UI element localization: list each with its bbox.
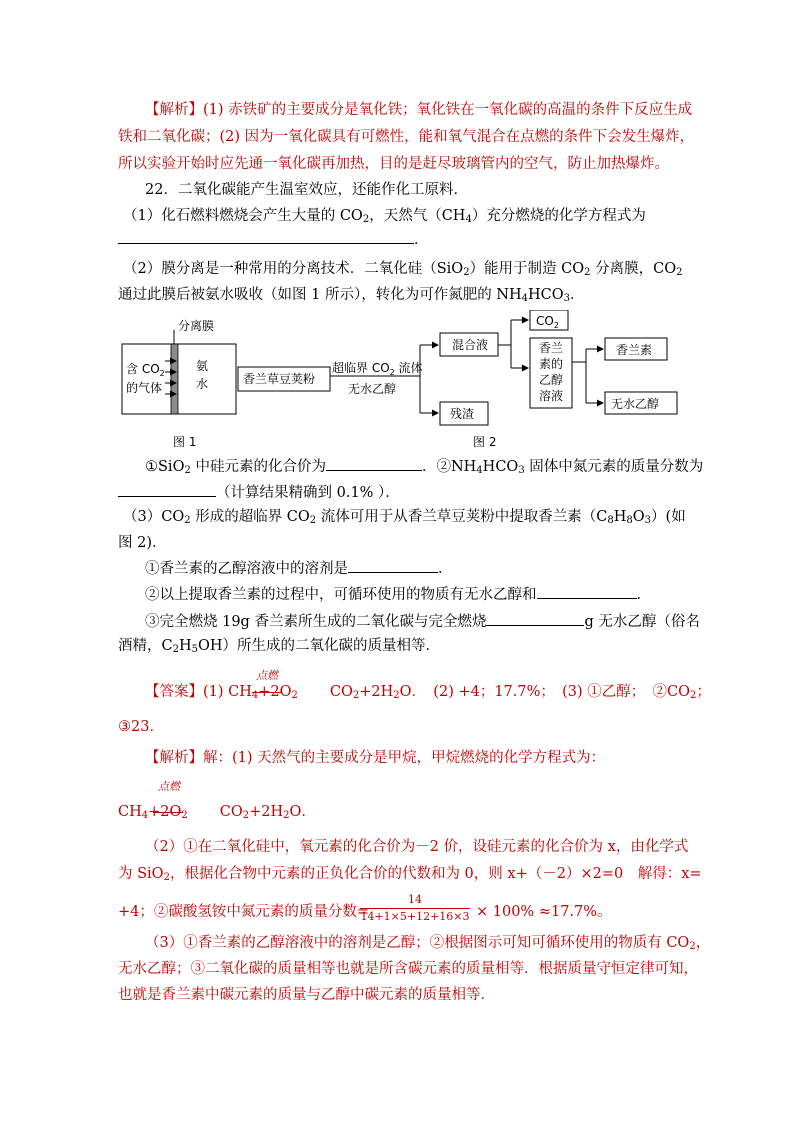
part3-question2: ②以上提取香兰素的过程中，可循环使用的物质有无水乙醇和 ． (145, 583, 651, 605)
part3-question3-line2: 酒精，$C_2H_5OH$）所生成的二氧化碳的质量相等． (118, 638, 441, 655)
mixture-label: 混合液 (452, 338, 489, 352)
question-22-part2-line1: （2）膜分离是一种常用的分离技术．二氧化硅（SiO$_2$）能用于制造 $CO_2$ 分离膜，$CO_2$ (123, 261, 683, 278)
vanillin-product-label: 香兰素 (616, 343, 653, 357)
figure-1 (122, 318, 236, 449)
question-22-part1: （1）化石燃料燃烧会产生大量的 $CO_2$，天然气$(CH_4)$充分燃烧的化学方程式为 (123, 208, 646, 225)
answer-blank-equation[interactable] (118, 228, 414, 244)
analysis1-line2: 铁和二氧化碳；(2) 因为一氧化碳具有可燃性，能和氧气混合在点燃的条件下会发生爆炸， (118, 129, 695, 145)
analysis1-line1: 【解析】(1) 赤铁矿的主要成分是氧化铁；氧化铁在一氧化碳的高温的条件下反应生成 (145, 102, 693, 118)
question-22-part2-line2: 通过此膜后被氨水吸收（如图 1 所示），转化为可作氮肥的 $NH_4HCO_3$． (118, 287, 585, 304)
analysis2-line5-start: +4；②碳酸氢铵中氮元素的质量分数= (118, 904, 370, 920)
ethanol-product-label: 无水乙醇 (611, 397, 660, 411)
answer-blank-mass-fraction[interactable] (118, 481, 216, 497)
answer-blank-valence[interactable] (326, 455, 422, 471)
analysis2-line1: 【解析】解：(1) 天然气的主要成分是甲烷，甲烷燃烧的化学方程式为： (145, 750, 606, 766)
figure-2 (238, 310, 677, 449)
fraction-numerator: 14 (408, 893, 422, 906)
analysis2-equation: $CH_4+2O_2$ $CO_2+2H_2O$． (118, 804, 316, 821)
fraction-denominator: 14+1×5+12+16×3 (360, 910, 470, 923)
gas-label-line1: 含 $CO_2$ (126, 362, 165, 378)
answer-reaction-condition: 点燃 (256, 669, 278, 682)
answer-line1: 【答案】(1) $CH_4+2O_2$ $CO_2+2H_2O$． (2) +4；17.7%； (3) ①乙醇； $②CO_2$； (145, 684, 711, 701)
solution-label-2: 素的 (539, 357, 564, 371)
fraction-bar (360, 908, 470, 909)
analysis2-line4: 为 SiO$_2$，根据化合物中元素的正负化合价的代数和为 0，则 x+（－2）×2=0 解得：x= (118, 866, 702, 883)
figure-2-caption: 图 2 (473, 435, 497, 449)
question-22-part1-blank-line: ． (118, 228, 429, 250)
solution-label-1: 香兰 (539, 341, 564, 355)
analysis2-line7: 无水乙醇；③二氧化碳的质量相等也就是所含碳元素的质量相等．根据质量守恒定律可知， (118, 961, 698, 977)
residue-label: 残渣 (450, 407, 475, 421)
solution-label-3: 乙醇 (539, 373, 564, 387)
analysis2-line8: 也就是香兰素中碳元素的质量与乙醇中碳元素的质量相等． (118, 987, 495, 1003)
analysis2-line5-end: × 100% ≈17.7%。 (476, 904, 612, 920)
answer-line2: ③23． (118, 719, 164, 735)
part3-question3-line1: ③完全燃烧 19g 香兰素所生成的二氧化碳与完全燃烧 g 无水乙醇（俗名 (145, 610, 700, 632)
gas-label-line2: 的气体 (126, 381, 163, 395)
analysis2-line3: （2）①在二氧化硅中，氧元素的化合价为－2 价，设硅元素的化合价为 x，由化学式 (145, 839, 689, 855)
question-22-title: 22．二氧化碳能产生温室效应，还能作化工原料． (145, 182, 468, 198)
part3-question1: ①香兰素的乙醇溶液中的溶剂是 ． (145, 557, 453, 579)
answer-blank-ethanol-mass[interactable] (486, 610, 584, 626)
ammonia-label-line1: 氨 (196, 359, 209, 373)
analysis2-reaction-condition: 点燃 (158, 780, 180, 793)
answer-blank-recycle[interactable] (537, 583, 637, 599)
subquestion-1-2-line1: ①SiO$_2$ 中硅元素的化合价为 ．$②NH_4HCO_3$ 固体中氮元素的质量分数为 (145, 455, 703, 477)
figure-1-caption: 图 1 (173, 435, 197, 449)
powder-label: 香兰草豆荚粉 (243, 372, 316, 386)
question-22-part3-line2: 图 2)． (118, 535, 167, 551)
membrane-label: 分离膜 (178, 319, 215, 333)
solution-label-4: 溶液 (539, 389, 564, 403)
question-22-part3-line1: $(3)CO_2$ 形成的超临界 $CO_2$ 流体可用于从香兰草豆荚粉中提取香兰素$(C_8H_8O_3)$(如 (123, 509, 686, 526)
answer-blank-solvent[interactable] (348, 557, 438, 573)
supercritical-co2-label: 超临界 $CO_2$ 流体 (332, 361, 423, 377)
analysis1-line3: 所以实验开始时应先通一氧化碳再加热，目的是赶尽玻璃管内的空气，防止加热爆炸。 (118, 156, 669, 172)
ammonia-label-line2: 水 (196, 377, 209, 391)
subquestion-1-2-line2: （计算结果精确到 0.1% ）． (118, 481, 400, 503)
co2-product-label: $CO_2$ (536, 314, 559, 330)
analysis2-line6: （3）①香兰素的乙醇溶液中的溶剂是乙醇；②根据图示可知可循环使用的物质有 $CO_2$， (145, 935, 711, 952)
figures (118, 310, 678, 455)
ethanol-solvent-label: 无水乙醇 (348, 382, 397, 396)
